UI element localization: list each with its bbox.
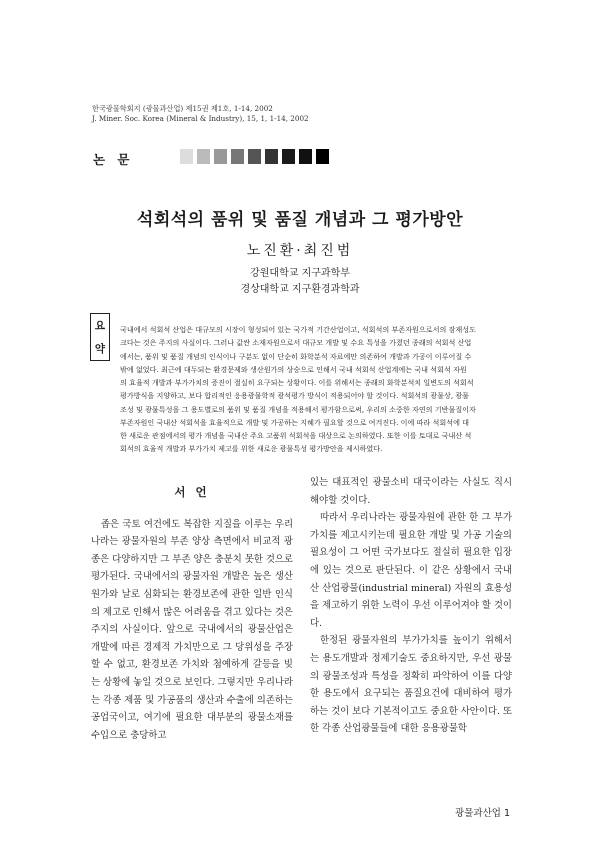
- abstract-line: 한 새로운 관점에서의 평가 개념을 국내산 주요 고품위 석회석을 대상으로 논의하였다. 또한 이를 토대로 국내산 석: [120, 431, 472, 440]
- journal-citation-korean: 한국광물학회지 (광물과산업) 제15권 제1호, 1-14, 2002: [92, 104, 273, 113]
- abstract-label-char-2: 약: [94, 343, 106, 355]
- abstract-line: 에서는, 품위 및 품질 개념의 인식이나 구분도 없이 단순히 화학분석 자료에만 의존하여 개발과 가공이 이루어질 수: [120, 351, 472, 361]
- decorative-blocks: [180, 149, 329, 164]
- body-paragraph: 따라서 우리나라는 광물자원에 관한 한 그 부가가치를 제고시키는데 필요한 개발 및 가공 기술의 필요성이 그 어떤 국가보다도 절실히 필요한 입장에 있는 것으로 판단된다. 이 같은 상황에서 국내산 산업광물(industrial mineral) 자원의 효용성을 제고하기 위한 노력이 우선 이루어져야 할 것이다.: [310, 512, 512, 629]
- abstract-line: 밖에 없었다. 최근에 대두되는 환경문제와 생산원가의 상승으로 인해서 국내 석회석 산업계에는 국내 석회석 자원: [120, 364, 467, 374]
- abstract-line: 회석의 효율적 개발과 부가가치 제고를 위한 새로운 광물특성 평가방안을 제시하였다.: [120, 444, 383, 454]
- abstract-line: 조성 및 광물특성을 그 용도별로의 품위 및 품질 개념을 적용해서 평가함으로써, 우리의 소중한 자연의 기반물질이자: [120, 404, 476, 414]
- abstract-line: 국내에서 석회석 산업은 대규모의 시장이 형성되어 있는 국가적 기간산업이고, 석회석의 부존자원으로서의 잠재성도: [120, 325, 476, 334]
- right-column: [310, 474, 512, 738]
- abstract-line: 평가방식을 지양하고, 보다 합리적인 응용광물학적 광석평가 방식이 적용되어야 할 것이다. 석회석의 광물상, 광물: [120, 391, 470, 401]
- body-paragraph: 한정된 광물자원의 부가가치를 높이기 위해서는 용도개발과 정제기술도 중요하지만, 우선 광물의 광물조성과 특성을 정확히 파악하여 이를 다양한 용도에서 요구되는 품질요건에 대비하여 평가하는 것이 보다 기본적이고도 중요한 사안이다. 또한 각종 산업광물들에 대한 응용광물학: [310, 635, 512, 735]
- abstract-label-char-1: 요: [94, 320, 106, 332]
- body-paragraph: 좁은 국토 여건에도 복잡한 지질을 이루는 우리나라는 광물자원의 부존 양상 측면에서 비교적 광종은 다양하지만 그 부존 양은 충분치 못한 것으로 평가된다. 국내에서의 광물자원 개발은 높은 생산원가와 날로 심화되는 환경보존에 관한 일반 인식의 제고로 인해서 많은 어려움을 겪고 있다는 것은 주지의 사실이다. 앞으로 국내에서의 광물산업은 개발에 따른 경제적 가치만으로 그 당위성을 주장할 수 없고, 환경보존 가치와 첨예하게 갈등을 빚는 상황에 놓일 것으로 보인다. 그렇지만 우리나라는 각종 제품 및 가공품의 생산과 수출에 의존하는 공업국이고, 여기에 필요한 대부분의 광물소재를 수입으로 충당하고: [91, 518, 293, 741]
- abstract-line: 부존자원인 국내산 석회석을 효율적으로 개발 및 가공하는 지혜가 필요할 것으로 여겨진다. 이에 따라 석회석에 대: [120, 417, 470, 427]
- abstract-line: 크다는 것은 주지의 사실이다. 그러나 값싼 소재자원으로서 대규모 개발 및 수요 특성을 가졌던 종래의 석회석 산업: [120, 338, 472, 348]
- journal-citation-english: J. Miner. Soc. Korea (Mineral & Industry), 15, 1, 1-14, 2002: [92, 114, 309, 123]
- affiliation-1: 강원대학교 지구과학부: [250, 268, 350, 279]
- journal-citation: [92, 104, 309, 124]
- paper-title: 석회석의 품위 및 품질 개념과 그 평가방안: [136, 210, 464, 230]
- abstract-label: [90, 313, 110, 361]
- body-paragraph: 있는 대표적인 광물소비 대국이라는 사실도 직시해야할 것이다.: [310, 477, 512, 506]
- affiliation-2: 경상대학교 지구환경과학과: [240, 284, 360, 295]
- abstract-text: [120, 323, 518, 456]
- article-category: 논 문: [93, 152, 134, 167]
- abstract-line: 의 효율적 개발과 부가가치의 증진이 절실히 요구되는 상황이다. 이를 위해서는 종래의 화학분석치 일변도의 석회석: [120, 378, 474, 387]
- section-heading: 서 언: [174, 485, 210, 499]
- left-column: [91, 474, 293, 744]
- paper-authors: 노진환·최진범: [246, 243, 354, 259]
- page-footer: 광물과산업 1: [455, 808, 510, 819]
